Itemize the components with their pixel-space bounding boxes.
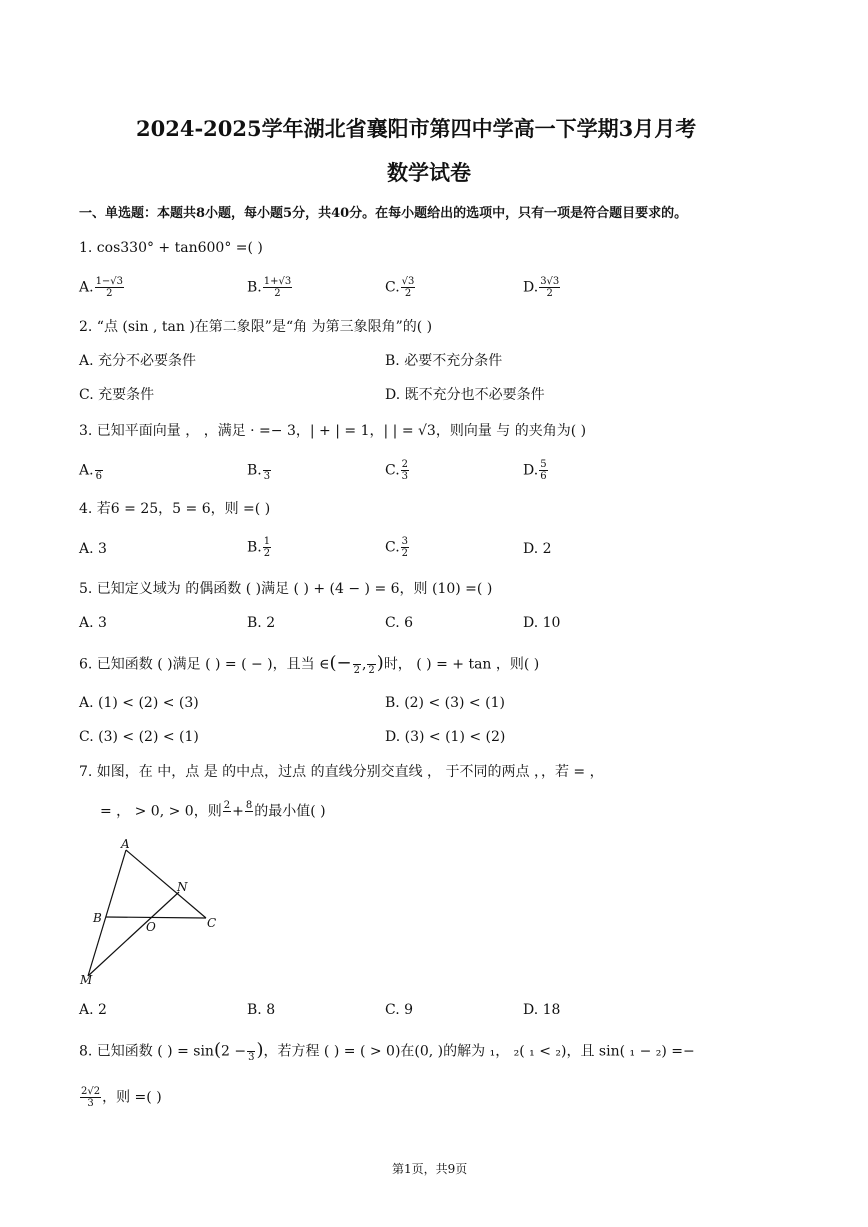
fraction-num xyxy=(353,653,361,665)
q7-line2-pre: = ， > 0, > 0，则 xyxy=(100,803,222,820)
fraction-den xyxy=(245,812,253,823)
fraction-num xyxy=(367,653,375,665)
question-8-line2 xyxy=(79,1086,162,1109)
fraction xyxy=(263,459,271,482)
option-c-prefix: C. xyxy=(385,279,400,296)
question-1-option-c xyxy=(385,276,416,299)
question-3-stem: 3. 已知平面向量 ， ，满足 · =− 3，| + | = 1，| | = √3，则向量 与 的夹角为( ) xyxy=(79,423,587,439)
fraction-num: 2 xyxy=(223,800,231,811)
fraction-den: 2 xyxy=(546,288,553,299)
fraction xyxy=(95,459,103,482)
fraction xyxy=(245,800,253,823)
fraction-num: 1 xyxy=(263,536,271,547)
fraction-num: 1+√3 xyxy=(263,276,292,287)
fraction-den: 3 xyxy=(263,471,271,482)
segment-ac xyxy=(126,850,206,918)
fraction xyxy=(401,459,409,482)
fraction xyxy=(263,536,271,559)
option-b-prefix: B. xyxy=(247,462,262,479)
question-2-option-d: D. 既不充分也不必要条件 xyxy=(385,387,545,403)
page-footer: 第1页，共9页 xyxy=(392,1162,468,1176)
fraction xyxy=(401,276,416,299)
fraction-num: 2 xyxy=(401,459,409,470)
option-b-prefix: B. xyxy=(247,539,262,556)
fraction-num: 2√2 xyxy=(81,1086,101,1097)
fraction-den: 6 xyxy=(540,471,547,482)
exam-title: 2024-2025学年湖北省襄阳市第四中学高一下学期3月月考 xyxy=(136,116,697,141)
option-d-prefix: D. xyxy=(523,462,539,479)
question-7-stem-line2: = ， > 0, > 0，则 2 + 8 的最小值( ) xyxy=(100,800,326,823)
fraction xyxy=(539,459,547,482)
fraction xyxy=(223,800,231,823)
fraction-den: 2 xyxy=(106,288,113,299)
fraction-num: √3 xyxy=(401,276,415,287)
q8-line2-post: ，则 =( ) xyxy=(102,1089,162,1106)
fraction-den: 2 xyxy=(368,665,375,676)
q8-paren-inner: 2 − xyxy=(220,1043,247,1060)
q6-interval-close: ) xyxy=(376,652,384,674)
fraction xyxy=(367,653,375,676)
fraction-num xyxy=(263,459,271,471)
question-8-stem: 8. 已知函数 ( ) = sin(2 − 3 )，若方程 ( ) = ( > 0)在(0, )的解为 ₁， ₂( ₁ < ₂)，且 sin( ₁ − ₂) =− xyxy=(79,1039,695,1063)
question-4-stem: 4. 若6 = 25，5 = 6，则 =( ) xyxy=(79,501,271,517)
question-2-option-b: B. 必要不充分条件 xyxy=(385,353,503,369)
fraction-den: 2 xyxy=(401,548,409,559)
fraction-num: 3√3 xyxy=(540,276,560,287)
question-5-option-b: B. 2 xyxy=(247,615,276,631)
label-o: O xyxy=(146,920,156,934)
q7-line2-post: 的最小值( ) xyxy=(254,803,326,820)
question-4-option-d: D. 2 xyxy=(523,541,552,557)
option-a-prefix: A. xyxy=(79,279,94,296)
fraction-den: 3 xyxy=(248,1052,255,1063)
option-d-prefix: D. xyxy=(523,279,539,296)
question-4-option-a: A. 3 xyxy=(79,541,107,557)
fraction xyxy=(80,1086,101,1109)
question-3-option-c xyxy=(385,459,410,482)
fraction xyxy=(263,276,292,299)
fraction-den: 3 xyxy=(87,1098,94,1109)
fraction-den xyxy=(223,812,231,823)
label-a: A xyxy=(121,837,130,851)
fraction-num: 1−√3 xyxy=(95,276,124,287)
question-5-stem: 5. 已知定义域为 的偶函数 ( )满足 ( ) + (4 − ) = 6，则 (10) =( ) xyxy=(79,581,493,597)
question-6-option-d: D. (3) < (1) < (2) xyxy=(385,729,506,745)
label-n: N xyxy=(177,880,188,894)
q6-stem-post: 时， ( ) = + tan ，则( ) xyxy=(383,656,540,673)
question-5-option-d: D. 10 xyxy=(523,615,561,631)
question-7-option-b: B. 8 xyxy=(247,1002,276,1018)
q6-stem-pre: 6. 已知函数 ( )满足 ( ) = ( − )，且当 ∈ xyxy=(79,656,330,673)
fraction-den: 2 xyxy=(353,665,360,676)
option-c-prefix: C. xyxy=(385,539,400,556)
question-7-option-c: C. 9 xyxy=(385,1002,414,1018)
triangle-figure xyxy=(76,836,226,988)
question-6-option-b: B. (2) < (3) < (1) xyxy=(385,695,505,711)
option-b-prefix: B. xyxy=(247,279,262,296)
question-2-stem: 2. “点 (sin , tan )在第二象限”是“角 为第三象限角”的( ) xyxy=(79,319,433,335)
question-1-option-b xyxy=(247,276,293,299)
question-6-option-a: A. (1) < (2) < (3) xyxy=(79,695,199,711)
q8-stem-pre: 8. 已知函数 ( ) = sin xyxy=(79,1043,214,1060)
question-3-option-d xyxy=(523,459,549,482)
question-3-option-a xyxy=(79,459,104,482)
fraction-den: 3 xyxy=(401,471,409,482)
question-4-option-c xyxy=(385,536,410,559)
question-7-stem-line1: 7. 如图，在 中，点 是 的中点，过点 的直线分别交直线 ， 于不同的两点 ，，若 = ， xyxy=(79,764,604,780)
label-m: M xyxy=(80,973,93,987)
label-b: B xyxy=(93,911,102,925)
option-a-prefix: A. xyxy=(79,462,94,479)
question-7-option-d: D. 18 xyxy=(523,1002,561,1018)
fraction-num xyxy=(247,1040,255,1052)
question-5-option-c: C. 6 xyxy=(385,615,414,631)
fraction-den: 2 xyxy=(274,288,281,299)
fraction-num: 8 xyxy=(245,800,253,811)
question-1-option-a xyxy=(79,276,125,299)
question-6-option-c: C. (3) < (2) < (1) xyxy=(79,729,199,745)
fraction-den: 2 xyxy=(263,548,271,559)
fraction xyxy=(95,276,124,299)
section-header: 一、单选题：本题共8小题，每小题5分，共40分。在每小题给出的选项中，只有一项是符合题目要求的。 xyxy=(79,206,688,221)
fraction xyxy=(401,536,409,559)
fraction xyxy=(247,1040,255,1063)
segment-bc xyxy=(106,917,206,918)
fraction-den: 2 xyxy=(404,288,412,299)
fraction-den: 6 xyxy=(95,471,102,482)
label-c: C xyxy=(207,916,217,930)
question-3-option-b xyxy=(247,459,272,482)
q8-stem-post: ，若方程 ( ) = ( > 0)在(0, )的解为 ₁， ₂( ₁ < ₂)，且 sin( ₁ − ₂) =− xyxy=(263,1043,695,1060)
option-c-prefix: C. xyxy=(385,462,400,479)
q6-interval-open: (− xyxy=(329,652,352,674)
fraction xyxy=(539,276,560,299)
fraction-num xyxy=(95,459,103,471)
question-1-option-d xyxy=(523,276,561,299)
question-2-option-a: A. 充分不必要条件 xyxy=(79,353,197,369)
fraction xyxy=(353,653,361,676)
segment-mn xyxy=(88,892,179,976)
question-5-option-a: A. 3 xyxy=(79,615,107,631)
fraction-num: 3 xyxy=(401,536,409,547)
question-6-stem: 6. 已知函数 ( )满足 ( ) = ( − )，且当 ∈(− 2 , 2 )时， ( ) = + tan ，则( ) xyxy=(79,652,540,676)
question-2-option-c: C. 充要条件 xyxy=(79,387,155,403)
exam-subtitle: 数学试卷 xyxy=(387,160,471,185)
question-4-option-b xyxy=(247,536,272,559)
question-1-stem: 1. cos330° + tan600° =( ) xyxy=(79,240,263,256)
question-7-option-a: A. 2 xyxy=(79,1002,107,1018)
fraction-num: 5 xyxy=(540,459,547,470)
